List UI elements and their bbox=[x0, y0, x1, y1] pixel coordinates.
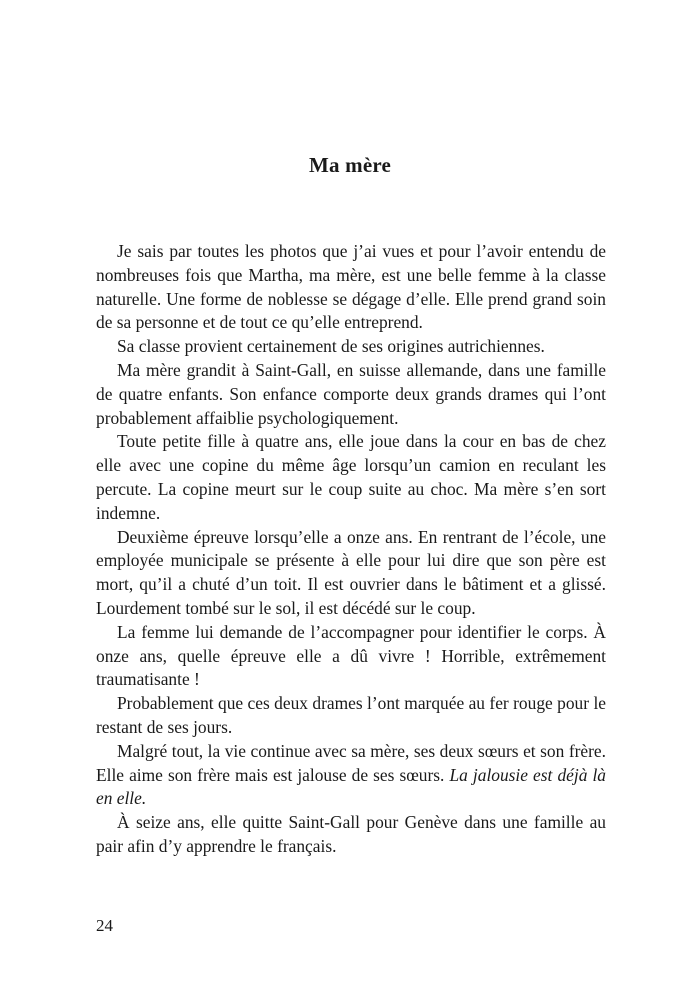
paragraph: Toute petite fille à quatre ans, elle joue dans la cour en bas de chez elle avec une copine du même âge lorsqu’un camion en reculant les percute. La copine meurt sur le coup suite au choc. Ma mère s’en sort indemne. bbox=[96, 431, 606, 523]
paragraph-italic-text: La jalousie est déjà là en elle. bbox=[96, 764, 606, 809]
paragraph-text: Malgré tout, la vie continue avec sa mère, ses deux sœurs et son frère. Elle aime son frère mais est jalouse de ses sœurs. bbox=[96, 740, 606, 785]
chapter-title: Ma mère bbox=[308, 153, 392, 177]
chapter-body bbox=[96, 240, 606, 859]
paragraph: Probablement que ces deux drames l’ont marquée au fer rouge pour le restant de ses jours. bbox=[96, 693, 606, 737]
paragraph: Deuxième épreuve lorsqu’elle a onze ans. En rentrant de l’école, une employée municipale se présente à elle pour lui dire que son père est mort, qu’il a chuté d’un toit. Il est ouvrier dans le bâtiment et a glissé. Lourdement tombé sur le sol, il est décédé sur le coup. bbox=[96, 526, 606, 618]
page-number: 24 bbox=[96, 916, 113, 935]
paragraph: Sa classe provient certainement de ses origines autrichiennes. bbox=[117, 336, 545, 357]
paragraph bbox=[96, 740, 606, 811]
paragraph: Je sais par toutes les photos que j’ai vues et pour l’avoir entendu de nombreuses fois que Martha, ma mère, est une belle femme à la classe naturelle. Une forme de noblesse se dégage d’elle. Elle prend grand soin de sa personne et de tout ce qu’elle entreprend. bbox=[96, 241, 606, 333]
paragraph: La femme lui demande de l’accompagner pour identifier le corps. À onze ans, quelle épreuve elle a dû vivre ! Horrible, extrêmement traumatisante ! bbox=[96, 621, 606, 690]
paragraph: À seize ans, elle quitte Saint-Gall pour Genève dans une famille au pair afin d’y apprendre le français. bbox=[96, 812, 606, 856]
paragraph: Ma mère grandit à Saint-Gall, en suisse allemande, dans une famille de quatre enfants. Son enfance comporte deux grands drames qui l’ont probablement affaiblie psychologiquement. bbox=[96, 359, 606, 428]
